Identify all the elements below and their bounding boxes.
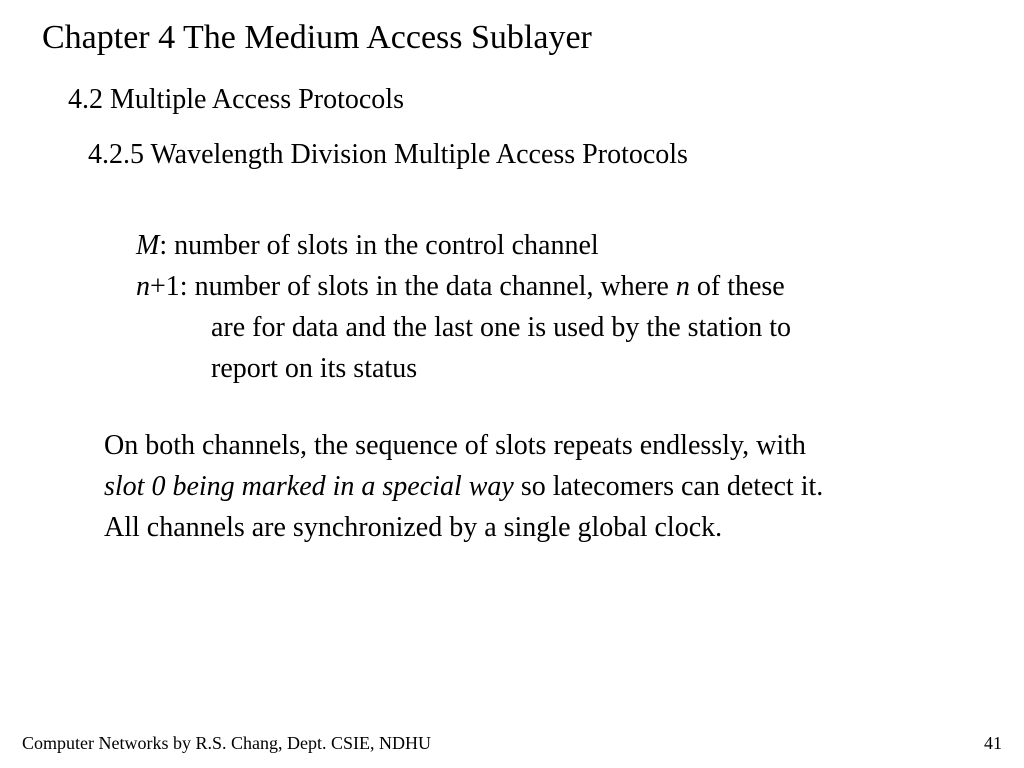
body-paragraph bbox=[104, 425, 1004, 548]
definition-m bbox=[136, 225, 956, 266]
page-number: 41 bbox=[984, 733, 1002, 753]
paragraph-line-2-rest: so latecomers can detect it. bbox=[513, 471, 824, 502]
definition-n-continuation-2: report on its status bbox=[211, 353, 418, 384]
paragraph-line-1: On both channels, the sequence of slots repeats endlessly, with bbox=[104, 430, 806, 461]
definitions-block bbox=[136, 225, 956, 389]
section-heading: 4.2 Multiple Access Protocols bbox=[68, 84, 404, 115]
paragraph-line-3: All channels are synchronized by a single global clock. bbox=[104, 512, 723, 543]
n-definition-text-end: of these bbox=[689, 271, 785, 302]
slide-title: Chapter 4 The Medium Access Sublayer bbox=[42, 19, 592, 56]
definition-n bbox=[136, 266, 956, 307]
n-definition-text: +1: number of slots in the data channel, where bbox=[150, 271, 676, 302]
n-symbol-inline: n bbox=[675, 271, 690, 302]
m-symbol: M bbox=[136, 230, 160, 261]
definition-n-continuation-1: are for data and the last one is used by the station to bbox=[211, 312, 792, 343]
paragraph-italic-phrase: slot 0 being marked in a special way bbox=[104, 471, 514, 502]
paragraph-line-2 bbox=[104, 466, 1004, 507]
footer-credit: Computer Networks by R.S. Chang, Dept. CSIE, NDHU bbox=[22, 733, 431, 753]
m-definition-text: : number of slots in the control channel bbox=[159, 230, 599, 261]
n-symbol: n bbox=[136, 271, 150, 302]
subsection-heading: 4.2.5 Wavelength Division Multiple Access Protocols bbox=[88, 139, 688, 170]
